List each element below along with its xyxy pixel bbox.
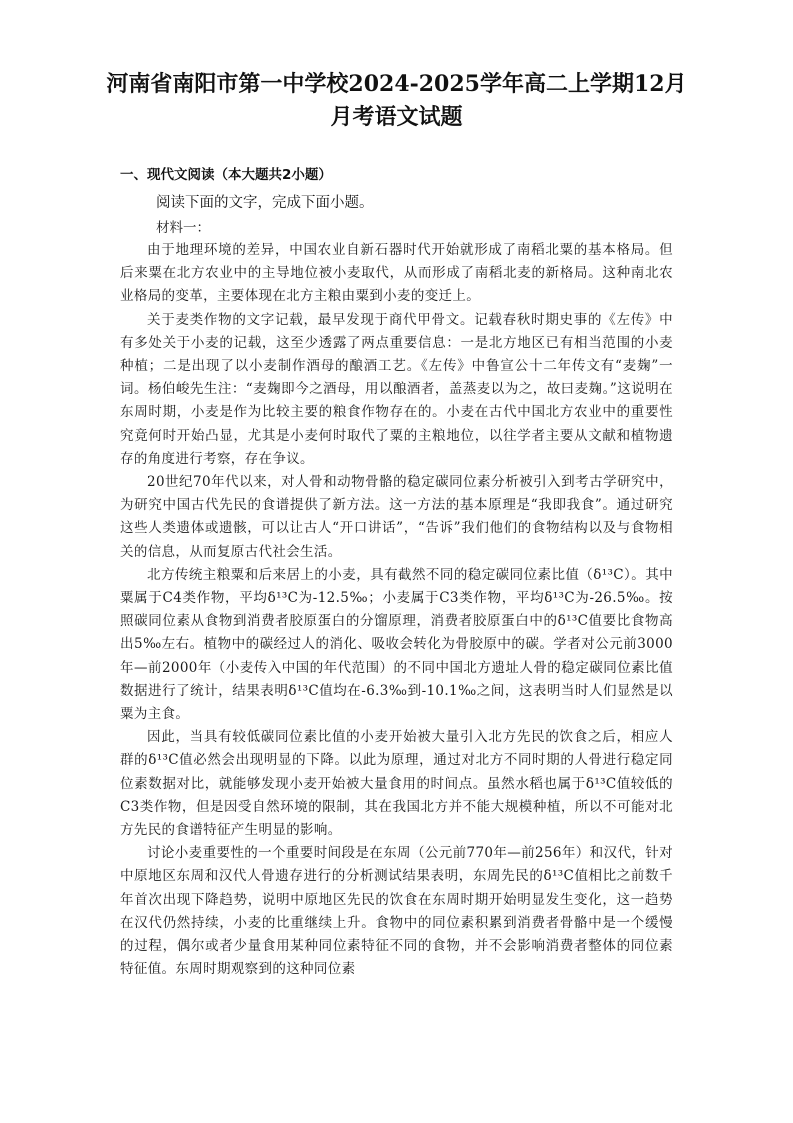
section-heading: 一、现代文阅读（本大题共2小题） [120,167,332,183]
passage-paragraph: 由于地理环境的差异，中国农业自新石器时代开始就形成了南稻北粟的基本格局。但后来粟在北方农业中的主导地位被小麦取代，从而形成了南稻北麦的新格局。这种南北农业格局的变革，主要体现在北方主粮由粟到小麦的变迁上。 [120,242,673,305]
passage-paragraph: 20世纪70年代以来，对人骨和动物骨骼的稳定碳同位素分析被引入到考古学研究中，为研究中国古代先民的食谱提供了新方法。这一方法的基本原理是“我即我食”。通过研究这些人类遗体或遗骸，可以让古人“开口讲话”，“告诉”我们他们的食物结构以及与食物相关的信息，从而复原古代社会生活。 [120,474,673,560]
passage-paragraph: 关于麦类作物的文字记载，最早发现于商代甲骨文。记载春秋时期史事的《左传》中有多处关于小麦的记载，这至少透露了两点重要信息：一是北方地区已有相当范围的小麦种植；二是出现了以小麦制作酒母的酿酒工艺。《左传》中鲁宣公十二年传文有“麦麹”一词。杨伯峻先生注：“麦麹即今之酒母，用以酿酒者，盖蒸麦以为之，故曰麦麹。”这说明在东周时期，小麦是作为比较主要的粮食作物存在的。小麦在古代中国北方农业中的重要性究竟何时开始凸显，尤其是小麦何时取代了粟的主粮地位，以往学者主要从文献和植物遗存的角度进行考察，存在争议。 [120,311,673,467]
passage-paragraph: 北方传统主粮粟和后来居上的小麦，具有截然不同的稳定碳同位素比值（δ¹³C）。其中粟属于C4类作物，平均δ¹³C为-12.5‰；小麦属于C3类作物，平均δ¹³C为-26.5‰。按照碳同位素从食物到消费者胶原蛋白的分馏原理，消费者胶原蛋白中的δ¹³C值要比食物高出5‰左右。植物中的碳经过人的消化、吸收会转化为骨胶原中的碳。学者对公元前3000年—前2000年（小麦传入中国的年代范围）的不同中国北方遗址人骨的稳定碳同位素比值数据进行了统计，结果表明δ¹³C值均在-6.3‰到-10.1‰之间，这表明当时人们显然是以粟为主食。 [120,566,673,723]
reading-instruction: 阅读下面的文字，完成下面小题。 [156,195,374,211]
material-label: 材料一： [156,220,210,236]
passage-body [120,239,673,982]
document-title: 河南省南阳市第一中学校2024-2025学年高二上学期12月月考语文试题 [106,71,687,130]
passage-paragraph: 讨论小麦重要性的一个重要时间段是在东周（公元前770年—前256年）和汉代，针对中原地区东周和汉代人骨遗存进行的分析测试结果表明，东周先民的δ¹³C值相比之前数千年首次出现下降趋势，说明中原地区先民的饮食在东周时期开始明显发生变化，这一趋势在汉代仍然持续，小麦的比重继续上升。食物中的同位素积累到消费者骨骼中是一个缓慢的过程，偶尔或者少量食用某种同位素特征不同的食物，并不会影响消费者整体的同位素特征值。东周时期观察到的这种同位素 [120,845,673,978]
passage-paragraph: 因此，当具有较低碳同位素比值的小麦开始被大量引入北方先民的饮食之后，相应人群的δ¹³C值必然会出现明显的下降。以此为原理，通过对北方不同时期的人骨进行稳定同位素数据对比，就能够发现小麦开始被大量食用的时间点。虽然水稻也属于δ¹³C值较低的C3类作物，但是因受自然环境的限制，其在我国北方并不能大规模种植，所以不可能对北方先民的食谱特征产生明显的影响。 [120,729,673,839]
